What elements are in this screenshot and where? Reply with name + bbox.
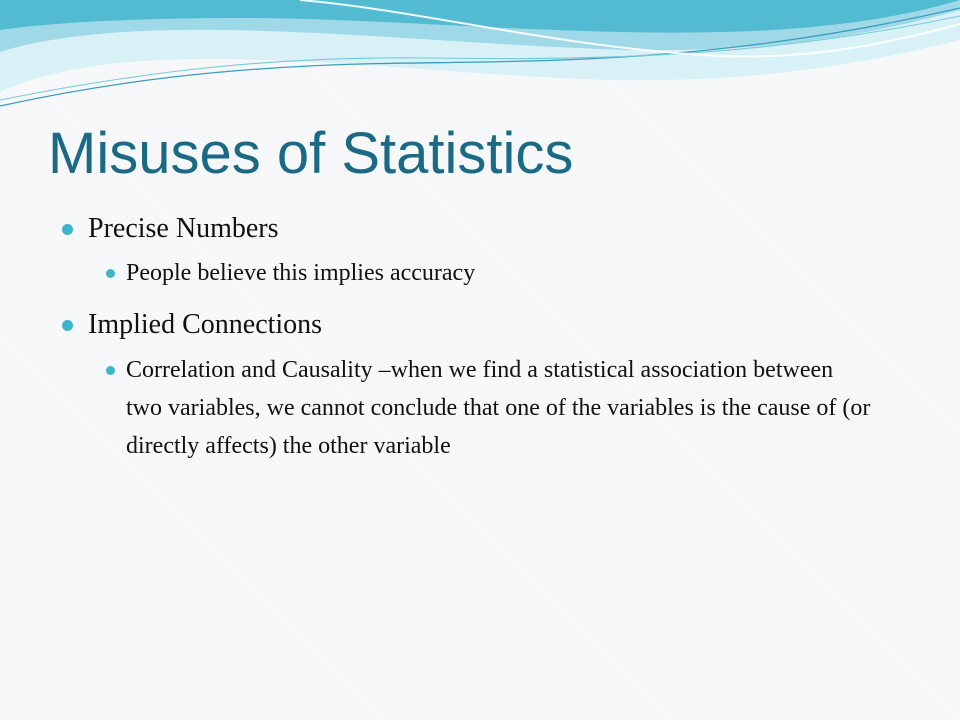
bullet-dot-icon xyxy=(62,224,73,235)
bullet-implied-connections xyxy=(62,302,892,348)
sub-bullet-accuracy xyxy=(62,254,892,292)
sub-bullet-text: Correlation and Causality –when we find a statistical association between two variables, we cannot conclude that one of the variables is the cause of (or directly affects) the other variable xyxy=(126,357,871,459)
header-wave-decoration xyxy=(0,0,960,120)
slide-title: Misuses of Statistics xyxy=(48,121,574,186)
sub-bullet-correlation-causality xyxy=(62,351,892,465)
slide-body xyxy=(62,206,892,465)
sub-bullet-text: People believe this implies accuracy xyxy=(126,260,476,286)
bullet-precise-numbers xyxy=(62,206,892,252)
bullet-text: Precise Numbers xyxy=(88,213,279,244)
sub-bullet-dot-icon xyxy=(106,269,115,278)
sub-bullet-dot-icon xyxy=(106,366,115,375)
bullet-text: Implied Connections xyxy=(88,309,323,340)
bullet-dot-icon xyxy=(62,320,73,331)
